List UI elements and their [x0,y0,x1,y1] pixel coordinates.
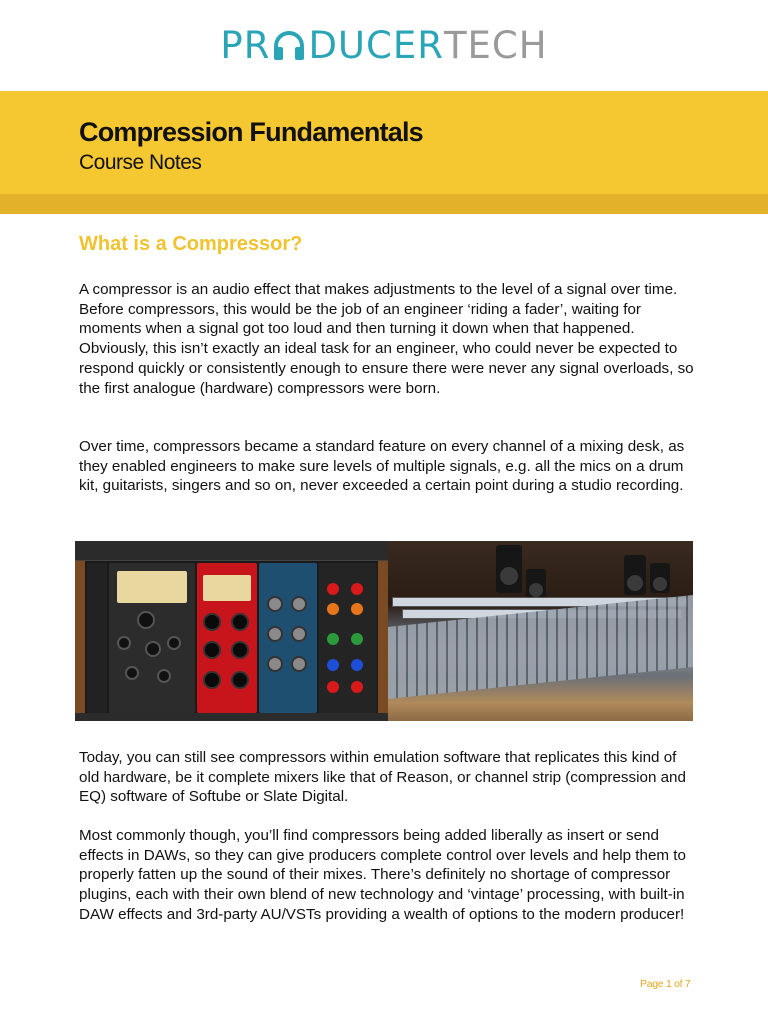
mixing-console-image [388,541,693,721]
headphones-icon [271,28,307,64]
header-banner-strip [0,194,768,214]
logo-text-tech: TECH [443,24,548,67]
illustration-row [75,541,693,721]
producertech-logo [0,24,768,68]
page-subtitle: Course Notes [79,151,202,174]
channel-strip-plugin-image [75,541,388,721]
section-heading: What is a Compressor? [79,233,303,255]
logo-text-ducer: DUCER [308,24,444,67]
paragraph-history: Over time, compressors became a standard feature on every channel of a mixing desk, as they enabled engineers to make sure levels of multiple signals, e.g. all the mics on a drum kit, guitarists, singers and so on, never exceeded a certain point during a studio recording. [79,438,685,495]
page-title: Compression Fundamentals [79,117,423,147]
paragraph-daw: Most commonly though, you’ll find compressors being added liberally as insert or send effects in DAWs, so they can give producers complete control over levels and help them to properly fatten up the sound of their mixes. There’s definitely no shortage of compressor plugins, each with their own blend of new technology and ‘vintage’ processing, with built-in DAW effects and 3rd-party AU/VSTs providing a wealth of options to the modern producer! [79,827,686,923]
page-number: Page 1 of 7 [640,978,691,990]
logo-text-pr: PR [220,24,271,67]
paragraph-software: Today, you can still see compressors within emulation software that replicates this kind of old hardware, be it complete mixers like that of Reason, or channel strip (compression and EQ) software of Softube or Slate Digital. [79,749,686,806]
paragraph-intro: A compressor is an audio effect that makes adjustments to the level of a signal over time. Before compressors, this would be the job of an engineer ‘riding a fader’, waiting for moments when a signal got too loud and then turning it down when that happened. Obviously, this isn’t exactly an ideal task for an engineer, who could never be expected to respond quickly or consistently enough to ensure there were never any signal overloads, so the first analogue (hardware) compressors were born. [79,281,694,397]
